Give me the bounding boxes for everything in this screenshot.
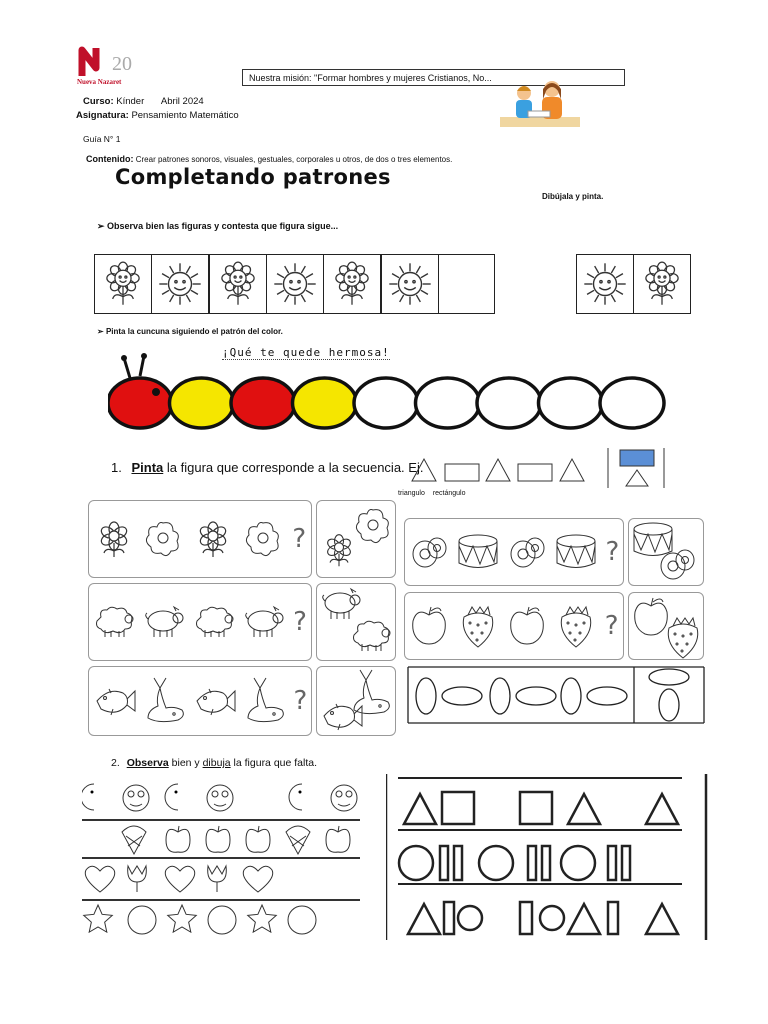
exercise-1-heading [111,460,423,475]
flower-face-icon [323,254,381,314]
caterpillar-segment [477,378,541,428]
flower-face-icon[interactable] [633,254,691,314]
music-pattern-panel [404,518,624,586]
pattern-answer-box[interactable] [438,254,495,314]
sea-animal-pattern-panel [88,666,312,736]
caterpillar-segment [354,378,418,428]
animal-pattern-panel [88,583,312,661]
flower-face-icon [94,254,152,314]
question-mark: ? [293,686,308,716]
exercise-2-middle: bien y [171,757,200,769]
exercise-2-end: la figura que falta. [233,757,318,769]
flower-face-icon [209,254,267,314]
sea-animal-options-panel[interactable] [316,666,396,736]
flower-icon [193,519,233,559]
oval-pattern-strip [404,665,708,727]
worksheet-title: Completando patrones [115,165,391,189]
fruit-pattern-panel [404,592,624,660]
instruction-1 [97,221,338,232]
shape-labels [398,490,466,497]
shape-example [410,455,590,485]
content-value: Crear patrones sonoros, visuales, gestuales, corporales u otros, de dos o tres elementos. [135,155,453,164]
question-mark: ? [292,524,307,554]
label-rectangle: rectángulo [432,490,466,497]
flower-icon [94,519,134,559]
course-value: Kínder [116,96,145,107]
content-line [86,154,452,164]
course-line [83,96,204,107]
sun-face-icon [381,254,439,314]
caterpillar-segment [170,378,234,428]
sun-face-icon [266,254,324,314]
caterpillar-segment [293,378,357,428]
content-label: Contenido: [86,154,134,164]
draw-missing-right [386,774,710,940]
flower-pattern-panel [88,500,312,578]
instruction-1-text: Observa bien las figuras y contesta que figura sigue... [107,221,339,231]
sun-face-icon [151,254,209,314]
mission-text: Nuestra misión: "Formar hombres y mujeres Cristianos, No... [249,73,492,83]
caterpillar-antennae [124,356,144,378]
exercise-2-number: 2. [111,757,120,769]
subject-value: Pensamiento Matemático [131,110,239,121]
caterpillar-segment [231,378,295,428]
animal-options-panel[interactable] [316,583,396,661]
exercise-2-keyword-observe: Observa [126,757,169,769]
guide-number: Guía N° 1 [83,134,121,144]
question-mark: ? [604,611,619,641]
caterpillar-segment [539,378,603,428]
caterpillar-segment [108,378,172,428]
caterpillar [108,352,680,432]
question-mark: ? [605,537,620,567]
exercise-1-number: 1. [111,460,122,475]
arrow-bullet-icon: ➢ [97,327,106,336]
school-logo [76,42,146,94]
subject-label: Asignatura: [76,110,129,121]
exercise-2-keyword-draw: dibuja [202,757,231,769]
flower-options-panel[interactable] [316,500,396,578]
subject-line [76,110,239,121]
example-answer [606,446,668,490]
kids-illustration [500,77,580,127]
caterpillar-segment [600,378,664,428]
instruction-2-text: Pinta la cuncuna siguiendo el patrón del color. [105,327,283,336]
exercise-1-text: la figura que corresponde a la secuencia. Ej. [166,460,424,475]
question-mark: ? [293,607,307,637]
worksheet-subtitle: Dibújala y pinta. [542,192,604,201]
sun-face-icon[interactable] [576,254,634,314]
logo-text: Nueva Nazaret [77,78,122,86]
caterpillar-segment [416,378,480,428]
label-triangle: triangulo [398,490,425,497]
draw-missing-left [82,774,362,940]
caterpillar-eye [152,388,160,396]
instruction-2 [97,327,283,336]
caterpillar-caption: ¡Qué te quede hermosa! [222,346,390,359]
arrow-bullet-icon: ➢ [97,221,108,231]
exercise-2-heading [111,757,317,769]
fruit-options-panel[interactable] [628,592,704,660]
logo-number: 20 [112,53,132,75]
date: Abril 2024 [160,96,204,107]
music-options-panel[interactable] [628,518,704,586]
course-label: Curso: [83,96,114,107]
exercise-1-keyword: Pinta [131,460,164,475]
